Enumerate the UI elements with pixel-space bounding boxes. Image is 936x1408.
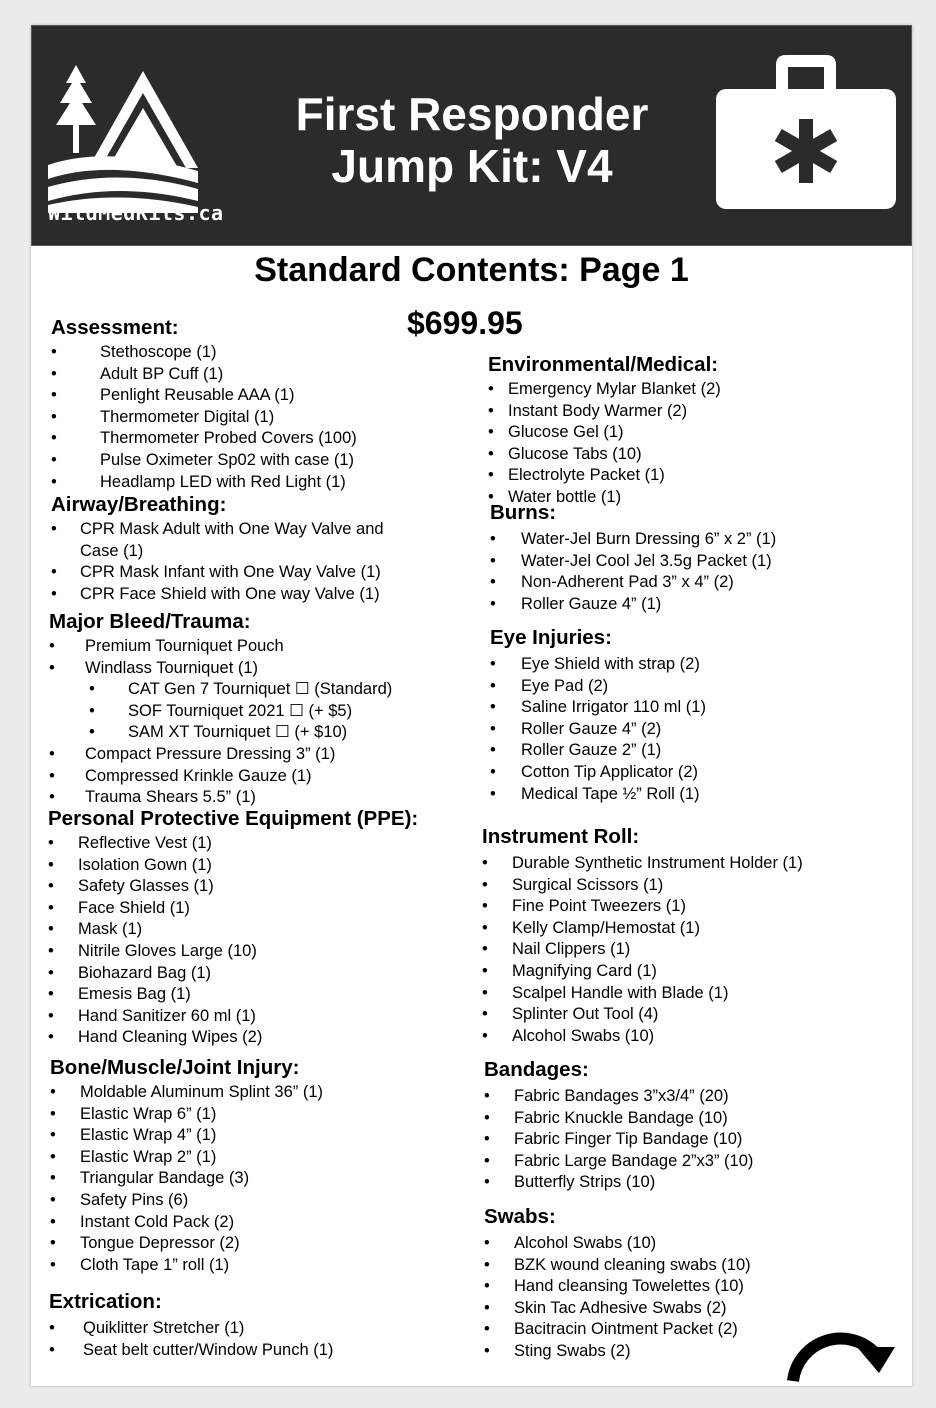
list-item: • Headlamp LED with Red Light (1) [51, 472, 346, 491]
section-heading: Environmental/Medical: [488, 353, 719, 376]
list-item: • Bacitracin Ointment Packet (2) [484, 1320, 738, 1339]
list-item: • CPR Face Shield with One way Valve (1) [51, 584, 380, 603]
list-item: • Fabric Large Bandage 2”x3” (10) [484, 1151, 754, 1170]
list-item: • CPR Mask Infant with One Way Valve (1) [51, 563, 381, 582]
list-item: • Alcohol Swabs (10) [484, 1234, 657, 1252]
list-item: • Non-Adherent Pad 3” x 4” (2) [490, 573, 734, 592]
list-item: • Kelly Clamp/Hemostat (1) [482, 918, 700, 937]
list-item: • Splinter Out Tool (4) [482, 1005, 659, 1024]
section-environmental [488, 353, 721, 509]
section-eye-injuries [490, 626, 706, 805]
list-item: • Hand Sanitizer 60 ml (1) [48, 1006, 256, 1025]
list-item: • Skin Tac Adhesive Swabs (2) [484, 1298, 727, 1317]
list-item: • Glucose Gel (1) [488, 423, 624, 442]
list-item: • Elastic Wrap 4” (1) [50, 1126, 217, 1145]
list-item: • Isolation Gown (1) [48, 855, 212, 874]
list-item: • Instant Cold Pack (2) [50, 1212, 235, 1231]
list-item: • Fine Point Tweezers (1) [482, 897, 686, 916]
list-item: • Moldable Aluminum Splint 36” (1) [50, 1083, 324, 1101]
title-line-1: First Responder [295, 88, 649, 140]
list-item: • Compressed Krinkle Gauze (1) [49, 766, 312, 785]
price: $699.95 [407, 305, 523, 341]
list-item: • Water-Jel Cool Jel 3.5g Packet (1) [490, 551, 772, 570]
list-item: • Butterfly Strips (10) [484, 1173, 656, 1192]
list-item: • Electrolyte Packet (1) [488, 466, 665, 485]
section-bandages [484, 1058, 753, 1194]
section-bone-muscle [50, 1056, 323, 1276]
list-item: • Triangular Bandage (3) [50, 1169, 250, 1188]
section-major-bleed [49, 610, 392, 809]
list-item: • Compact Pressure Dressing 3” (1) [49, 744, 336, 763]
section-heading: Burns: [490, 501, 557, 524]
section-heading: Assessment: [51, 316, 179, 339]
list-item: • BZK wound cleaning swabs (10) [484, 1255, 751, 1274]
list-item: • Fabric Finger Tip Bandage (10) [484, 1130, 743, 1149]
list-item: • CPR Mask Adult with One Way Valve and [51, 520, 384, 538]
list-item: • Roller Gauze 2” (1) [490, 741, 662, 760]
list-item: • Fabric Knuckle Bandage (10) [484, 1108, 728, 1127]
list-item: • Cloth Tape 1” roll (1) [50, 1255, 230, 1274]
section-swabs [484, 1205, 751, 1363]
list-item: • SOF Tourniquet 2021 ☐ (+ $5) [89, 701, 353, 720]
list-item: • Durable Synthetic Instrument Holder (1) [482, 854, 803, 872]
list-item: • Roller Gauze 4” (1) [490, 594, 662, 613]
document-page [31, 25, 912, 1386]
list-item: • Safety Pins (6) [50, 1190, 189, 1209]
list-item: • Water bottle (1) [488, 487, 622, 506]
list-item: • Reflective Vest (1) [48, 834, 212, 852]
list-item: • Eye Shield with strap (2) [490, 655, 700, 673]
page-turn-arrow-icon[interactable] [783, 1313, 903, 1383]
list-item: • Windlass Tourniquet (1) [49, 658, 259, 677]
list-item: • Mask (1) [48, 920, 143, 939]
section-instrument-roll [482, 825, 803, 1047]
list-item: • Quiklitter Stretcher (1) [49, 1319, 245, 1337]
section-heading: Major Bleed/Trauma: [49, 610, 251, 633]
section-heading: Personal Protective Equipment (PPE): [48, 807, 419, 830]
section-ppe [48, 807, 418, 1049]
page-subtitle: Standard Contents: Page 1 [254, 251, 689, 289]
list-item: • Surgical Scissors (1) [482, 875, 664, 894]
list-item: • Trauma Shears 5.5” (1) [49, 788, 256, 807]
section-heading: Swabs: [484, 1205, 556, 1228]
list-item: • Glucose Tabs (10) [488, 444, 642, 463]
list-item: • Adult BP Cuff (1) [51, 364, 224, 383]
section-heading: Extrication: [49, 1290, 162, 1313]
list-item: • Instant Body Warmer (2) [488, 401, 688, 420]
list-item: • Emergency Mylar Blanket (2) [488, 380, 721, 398]
section-burns [490, 501, 776, 615]
list-item: • Water-Jel Burn Dressing 6” x 2” (1) [490, 530, 777, 548]
header-banner [31, 25, 912, 246]
list-item: • Hand Cleaning Wipes (2) [48, 1028, 263, 1047]
section-assessment [51, 316, 357, 493]
list-item: • Thermometer Digital (1) [51, 407, 275, 426]
first-aid-kit-icon [716, 51, 896, 211]
list-item: • Nitrile Gloves Large (10) [48, 941, 257, 960]
list-item: • Elastic Wrap 6” (1) [50, 1104, 217, 1123]
list-item: • Nail Clippers (1) [482, 940, 631, 959]
list-item: • Stethoscope (1) [51, 343, 217, 361]
list-item: • Tongue Depressor (2) [50, 1234, 240, 1253]
list-item: • Cotton Tip Applicator (2) [490, 762, 699, 781]
list-item: • Fabric Bandages 3”x3/4” (20) [484, 1087, 729, 1105]
list-item: • Saline Irrigator 110 ml (1) [490, 698, 706, 717]
list-item: • Roller Gauze 4” (2) [490, 719, 662, 738]
brand-name: WildMedKits.ca [48, 201, 224, 225]
list-item: • Emesis Bag (1) [48, 985, 191, 1004]
list-item: • Penlight Reusable AAA (1) [51, 386, 295, 405]
list-item: • SAM XT Tourniquet ☐ (+ $10) [89, 723, 348, 742]
list-item: • Premium Tourniquet Pouch [49, 637, 284, 655]
list-item: • Thermometer Probed Covers (100) [51, 429, 357, 448]
section-heading: Instrument Roll: [482, 825, 640, 848]
section-airway [51, 493, 384, 605]
list-item-continuation: Case (1) [80, 541, 144, 560]
section-heading: Airway/Breathing: [51, 493, 227, 516]
list-item: • Sting Swabs (2) [484, 1341, 631, 1360]
section-heading: Bone/Muscle/Joint Injury: [50, 1056, 300, 1079]
list-item: • Scalpel Handle with Blade (1) [482, 983, 729, 1002]
list-item: • Eye Pad (2) [490, 676, 609, 695]
list-item: • Elastic Wrap 2” (1) [50, 1147, 217, 1166]
title-line-2: Jump Kit: V4 [331, 140, 613, 192]
list-item: • Hand cleansing Towelettes (10) [484, 1277, 744, 1296]
list-item: • Medical Tape ½” Roll (1) [490, 784, 700, 803]
list-item: • Magnifying Card (1) [482, 961, 657, 980]
list-item: • CAT Gen 7 Tourniquet ☐ (Standard) [89, 680, 393, 699]
list-item: • Safety Glasses (1) [48, 877, 214, 896]
section-extrication [49, 1290, 333, 1361]
section-heading: Bandages: [484, 1058, 589, 1081]
list-item: • Alcohol Swabs (10) [482, 1026, 655, 1045]
section-heading: Eye Injuries: [490, 626, 612, 649]
list-item: • Seat belt cutter/Window Punch (1) [49, 1340, 334, 1359]
list-item: • Face Shield (1) [48, 898, 190, 917]
list-item: • Biohazard Bag (1) [48, 963, 211, 982]
page-title [262, 88, 682, 192]
list-item: • Pulse Oximeter Sp02 with case (1) [51, 450, 355, 469]
